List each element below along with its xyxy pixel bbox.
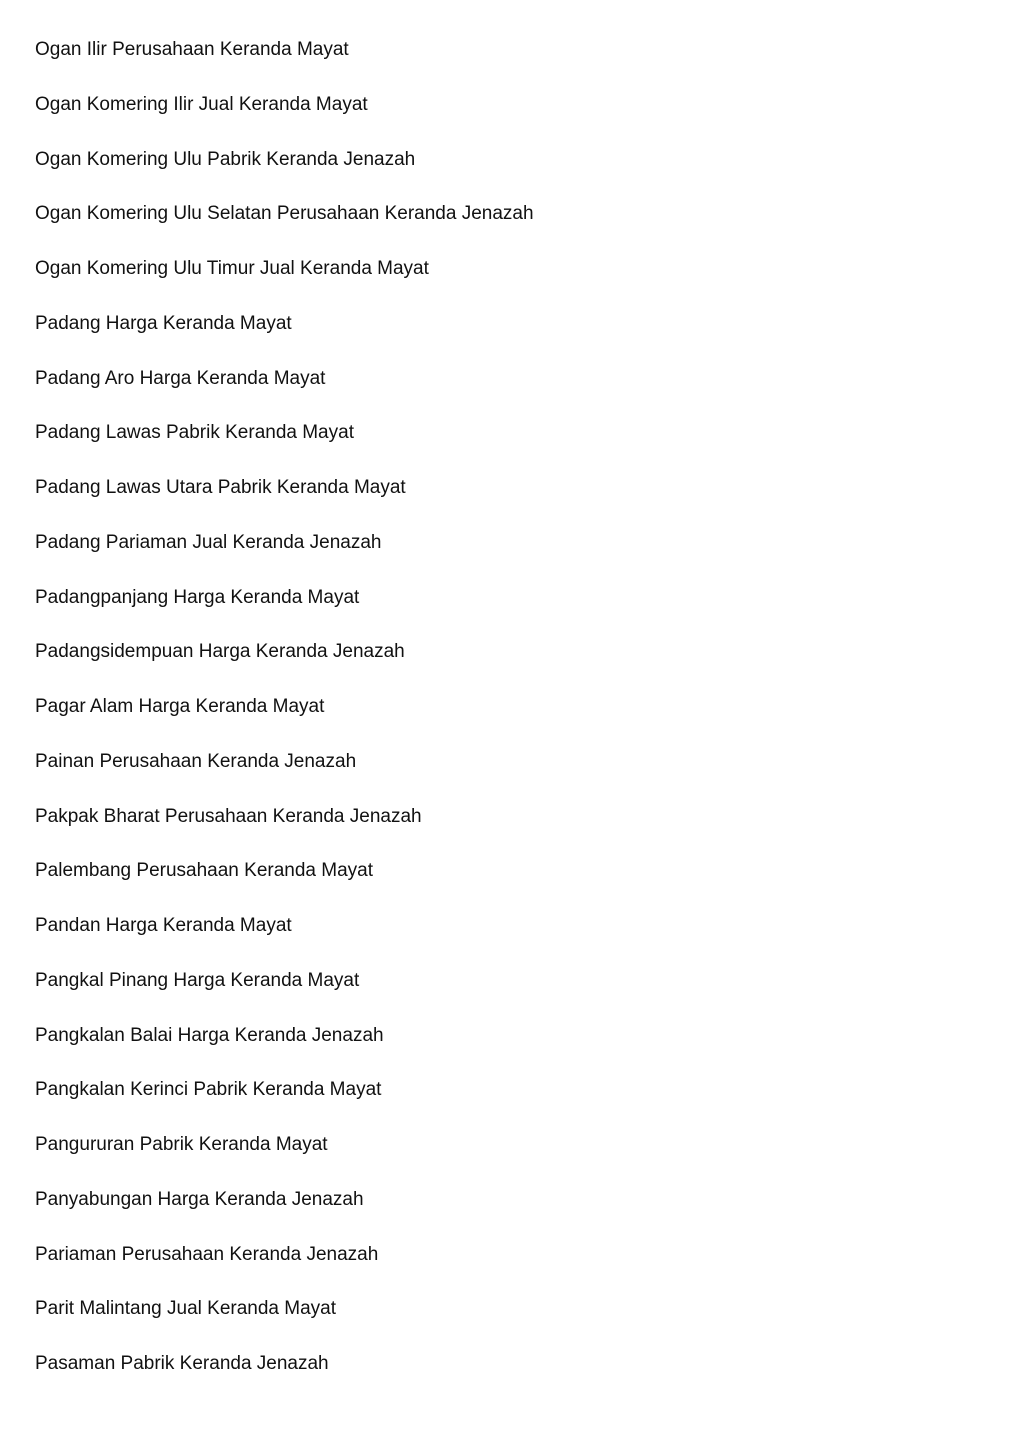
list-item: Ogan Komering Ulu Selatan Perusahaan Keranda Jenazah (35, 203, 534, 225)
list-item: Padang Harga Keranda Mayat (35, 312, 292, 334)
list-item: Ogan Komering Ulu Pabrik Keranda Jenazah (35, 148, 416, 170)
list-item: Parit Malintang Jual Keranda Mayat (35, 1298, 336, 1320)
list-item: Painan Perusahaan Keranda Jenazah (35, 750, 357, 772)
list-item: Padangpanjang Harga Keranda Mayat (35, 586, 360, 608)
list-item: Pariaman Perusahaan Keranda Jenazah (35, 1243, 379, 1265)
list-item: Padang Aro Harga Keranda Mayat (35, 367, 326, 389)
list-item: Pangkalan Kerinci Pabrik Keranda Mayat (35, 1079, 382, 1101)
list-item: Pagar Alam Harga Keranda Mayat (35, 696, 325, 717)
list-item: Padangsidempuan Harga Keranda Jenazah (35, 641, 405, 663)
list-item: Pangkal Pinang Harga Keranda Mayat (35, 969, 360, 991)
list-item: Panyabungan Harga Keranda Jenazah (35, 1188, 364, 1210)
list-item: Padang Pariaman Jual Keranda Jenazah (35, 531, 382, 553)
list-item: Pakpak Bharat Perusahaan Keranda Jenazah (35, 805, 422, 827)
list-item: Ogan Ilir Perusahaan Keranda Mayat (35, 39, 349, 60)
list-item: Ogan Komering Ilir Jual Keranda Mayat (35, 93, 368, 115)
list-item: Palembang Perusahaan Keranda Mayat (35, 860, 374, 882)
location-list (35, 38, 534, 1407)
list-item: Pangururan Pabrik Keranda Mayat (35, 1134, 328, 1155)
list-item: Pasaman Pabrik Keranda Jenazah (35, 1353, 329, 1374)
list-item: Padang Lawas Utara Pabrik Keranda Mayat (35, 477, 406, 498)
list-item: Pandan Harga Keranda Mayat (35, 915, 292, 936)
list-item: Padang Lawas Pabrik Keranda Mayat (35, 422, 354, 444)
list-item: Pangkalan Balai Harga Keranda Jenazah (35, 1024, 384, 1046)
list-item: Ogan Komering Ulu Timur Jual Keranda Mayat (35, 258, 429, 279)
